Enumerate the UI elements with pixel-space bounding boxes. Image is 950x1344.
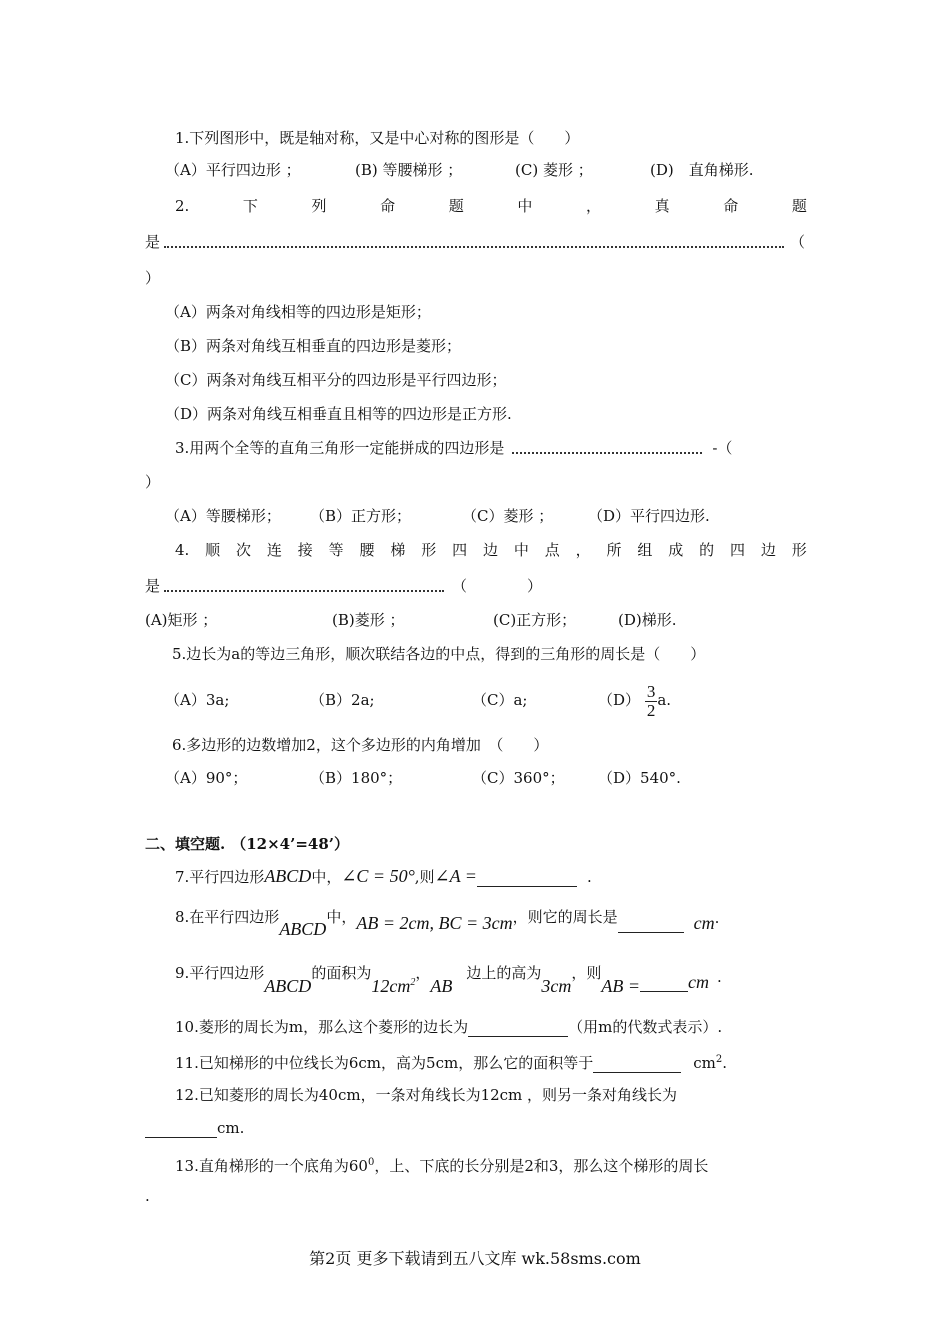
q2-word: 真 <box>654 197 670 215</box>
q8-prefix: 8.在平行四边形 <box>175 908 280 926</box>
q2-word: 列 <box>311 197 327 215</box>
q12-line2 <box>145 1118 244 1138</box>
q5-option-b: （B）2a; <box>310 691 375 709</box>
fraction-numerator: 3 <box>646 681 656 701</box>
q7-sep: ,则 <box>414 868 435 886</box>
q6-option-c: （C）360°； <box>472 769 565 787</box>
q2-word: 下 <box>242 197 258 215</box>
q1-stem: 1.下列图形中，既是轴对称，又是中心对称的图形是（ ） <box>175 129 580 147</box>
q7 <box>175 866 592 887</box>
q3-option-d: （D）平行四边形. <box>588 507 710 525</box>
page-footer: 第2页 更多下载请到五八文库 wk.58sms.com <box>309 1249 641 1268</box>
q5-option-c: （C）a; <box>472 691 528 709</box>
q4-word: 连 <box>266 541 282 559</box>
q7-prefix: 7.平行四边形 <box>175 868 265 886</box>
q6-stem: 6.多边形的边数增加2，这个多边形的内角增加 （ ） <box>172 736 549 754</box>
q10 <box>175 1017 722 1037</box>
q4-answer-paren: （ ） <box>452 577 543 595</box>
q5-option-a: （A）3a; <box>165 691 230 709</box>
q5-option-d <box>598 674 671 726</box>
q13-line1 <box>175 1153 708 1176</box>
q11-unit: cm <box>693 1054 716 1072</box>
q5-stem: 5.边长为a的等边三角形，顺次联结各边的中点，得到的三角形的周长是（ ） <box>172 645 706 663</box>
q2-line2-end: （ <box>790 233 806 251</box>
q4-word: 形 <box>791 541 807 559</box>
q2-stem-line2 <box>145 232 807 252</box>
q13-degree-sup: 0 <box>367 1157 375 1168</box>
q8-end: . <box>714 909 720 927</box>
q9-end: . <box>717 968 722 986</box>
dot-leader <box>164 584 444 592</box>
q2-word: 2. <box>175 197 190 215</box>
q2-word: 命 <box>380 197 396 215</box>
q7-end: . <box>586 868 592 886</box>
q4-word: 等 <box>328 541 344 559</box>
q9-unit: cm <box>688 972 710 992</box>
q2-word: 题 <box>448 197 464 215</box>
q6-option-a: （A）90°； <box>165 769 248 787</box>
q12-answer-blank[interactable] <box>145 1121 217 1138</box>
q3-stem-text: 3.用两个全等的直角三角形一定能拼成的四边形是 <box>175 439 505 457</box>
q11-answer-blank[interactable] <box>593 1056 681 1073</box>
dot-leader <box>512 446 702 454</box>
q11 <box>175 1050 727 1073</box>
q9-prefix: 9.平行四边形 <box>175 964 265 982</box>
q3-stem-close: ） <box>145 473 161 491</box>
q1-option-b: (B) 等腰梯形 ； <box>355 161 463 179</box>
q9-comma: ， <box>415 964 431 982</box>
q4-stem-line2 <box>145 576 542 596</box>
q9-mid2: 边上的高为 <box>466 964 542 982</box>
q7-angle-a: ∠A = <box>434 866 477 886</box>
q4-word: 梯 <box>390 541 406 559</box>
q2-word: ， <box>586 197 602 215</box>
q9-abcd: ABCD <box>264 976 312 996</box>
q4-word: 四 <box>452 541 468 559</box>
q4-word: 边 <box>483 541 499 559</box>
q4-word: 所 <box>606 541 622 559</box>
q8-answer-blank[interactable] <box>618 916 684 933</box>
q9-mid: 的面积为 <box>311 964 372 982</box>
dot-leader <box>164 240 784 248</box>
q8-sep: ，则它的周长是 <box>512 908 618 926</box>
q4-word: ， <box>575 541 591 559</box>
q8-abcd: ABCD <box>279 919 327 939</box>
q9 <box>175 958 722 996</box>
q5-option-d-label: （D） <box>598 691 641 709</box>
q3-stem <box>175 438 807 458</box>
q9-area-sup: 2 <box>410 977 416 988</box>
q9-ab: AB <box>430 976 453 996</box>
q4-word: 接 <box>297 541 313 559</box>
q4-line2-start: 是 <box>145 577 161 595</box>
q4-word: 中 <box>513 541 529 559</box>
q11-end: . <box>722 1054 727 1072</box>
q4-word: 腰 <box>359 541 375 559</box>
q3-option-a: （A）等腰梯形； <box>165 507 281 525</box>
q3-stem-tail: -（ <box>712 439 733 457</box>
q6-option-b: （B）180°； <box>310 769 403 787</box>
q4-word: 四 <box>730 541 746 559</box>
q4-word: 4. <box>175 541 190 559</box>
q7-answer-blank[interactable] <box>477 870 577 887</box>
q5-option-d-suffix: a. <box>657 691 672 709</box>
q8-unit: cm <box>693 913 715 933</box>
q9-area <box>371 976 415 996</box>
q13-line1b-text: ，上、下底的长分别是2和3，那么这个梯形的周长 <box>374 1157 709 1175</box>
q10-prefix: 10.菱形的周长为m，那么这个菱形的边长为 <box>175 1018 469 1036</box>
q3-option-c: （C）菱形 ； <box>462 507 554 525</box>
q11-unit-sup: 2 <box>715 1054 723 1065</box>
q2-option-b: （B）两条对角线互相垂直的四边形是菱形； <box>165 337 462 355</box>
q4-word: 成 <box>668 541 684 559</box>
q4-word: 形 <box>421 541 437 559</box>
q9-ab2: AB = <box>601 976 641 996</box>
q13-line1-text: 13.直角梯形的一个底角为60 <box>175 1157 368 1175</box>
q2-word: 命 <box>723 197 739 215</box>
q7-angle-c: ∠C = 50° <box>341 866 415 886</box>
q1-option-c: (C) 菱形 ； <box>515 161 593 179</box>
q9-answer-blank[interactable] <box>640 977 688 992</box>
q2-stem-line3: ） <box>145 269 161 287</box>
q7-mid: 中， <box>311 868 342 886</box>
q4-option-b: (B)菱形 ； <box>332 611 405 629</box>
q9-height: 3cm <box>541 976 572 996</box>
section-2-score: （12×4’=48’） <box>231 835 350 853</box>
q7-abcd: ABCD <box>264 866 312 886</box>
q4-option-c: (C)正方形； <box>493 611 577 629</box>
q2-word: 中 <box>517 197 533 215</box>
q2-option-d: （D）两条对角线互相垂直且相等的四边形是正方形. <box>165 405 512 423</box>
q4-word: 顺 <box>205 541 221 559</box>
q1-option-d: (D) 直角梯形. <box>650 161 754 179</box>
q2-option-c: （C）两条对角线互相平分的四边形是平行四边形； <box>165 371 507 389</box>
three-halves-fraction <box>645 683 658 720</box>
q9-sep: ，则 <box>571 964 602 982</box>
q8 <box>175 902 720 939</box>
q9-area-value: 12cm <box>371 976 411 996</box>
section-2-heading <box>145 834 349 854</box>
q2-word: 题 <box>791 197 807 215</box>
q4-word: 边 <box>760 541 776 559</box>
q1-option-a: （A）平行四边形 ； <box>165 161 301 179</box>
q8-expr: AB = 2cm, BC = 3cm <box>356 913 513 933</box>
q11-prefix: 11.已知梯形的中位线长为6cm，高为5cm，那么它的面积等于 <box>175 1054 594 1072</box>
q10-suffix: （用m的代数式表示）. <box>568 1018 723 1036</box>
fraction-denominator: 2 <box>646 700 656 720</box>
q4-word: 次 <box>236 541 252 559</box>
q4-option-d: (D)梯形. <box>618 611 677 629</box>
section-2-title: 二、填空题. <box>145 835 226 853</box>
q12-line1: 12.已知菱形的周长为40cm，一条对角线长为12cm ，则另一条对角线长为 <box>175 1086 678 1104</box>
q8-mid: 中， <box>326 908 357 926</box>
q4-option-a: (A)矩形 ； <box>145 611 218 629</box>
q2-line2-start: 是 <box>145 233 161 251</box>
q2-stem-line1 <box>175 196 807 216</box>
q13-line2: . <box>145 1187 150 1205</box>
q4-word: 的 <box>699 541 715 559</box>
q10-answer-blank[interactable] <box>468 1020 568 1037</box>
q4-word: 点 <box>544 541 560 559</box>
q12-line2-suffix: cm. <box>217 1119 245 1137</box>
q6-option-d: （D）540°. <box>598 769 681 787</box>
q3-option-b: （B）正方形； <box>310 507 412 525</box>
q4-stem-line1 <box>175 540 807 560</box>
q2-option-a: （A）两条对角线相等的四边形是矩形； <box>165 303 431 321</box>
q4-word: 组 <box>637 541 653 559</box>
